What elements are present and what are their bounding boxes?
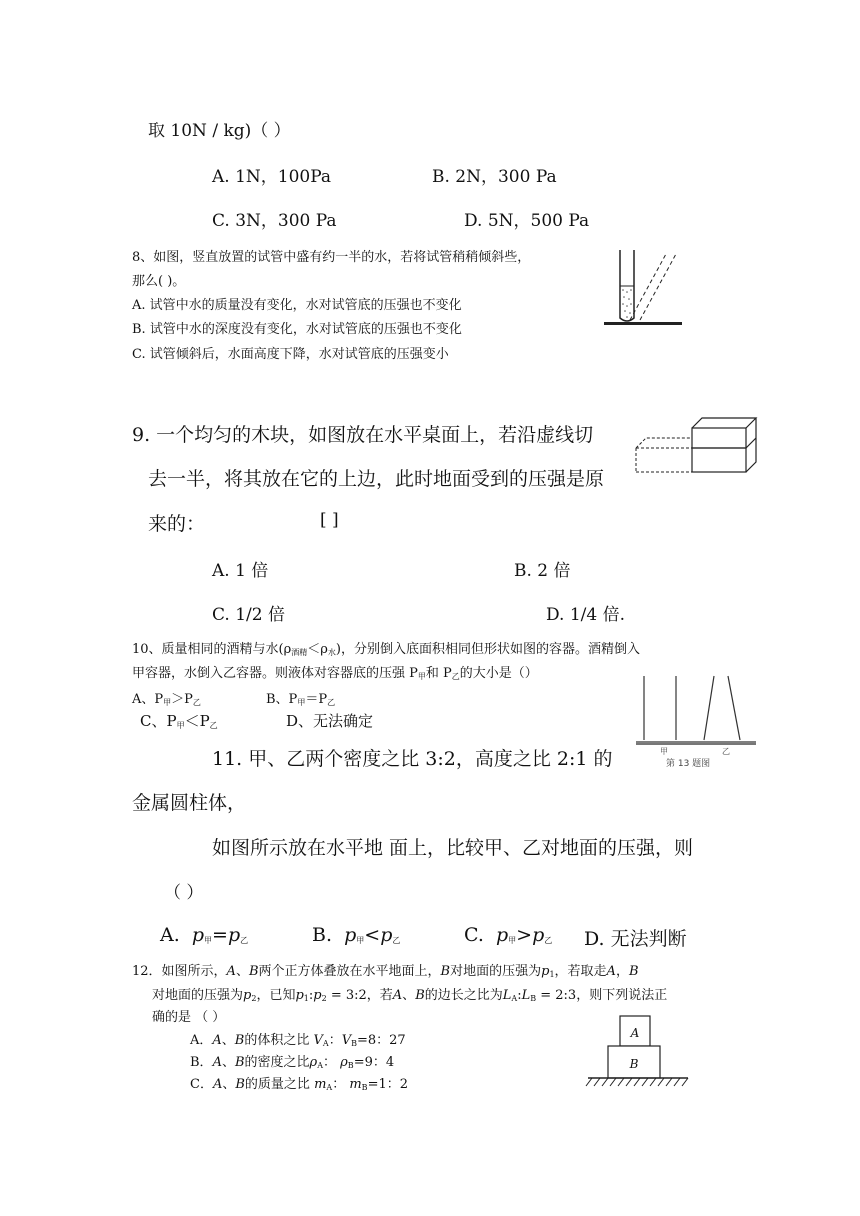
q10-stem-line1: 10、质量相同的酒精与水$(\rho_{酒精}<\rho_水)$，分别倒入底面积相同但形状如图的容器。酒精倒入 <box>132 642 640 657</box>
q11-stem-line2: 金属圆柱体， <box>132 792 247 814</box>
q7-option-b: B. 2N，300 Pa <box>432 167 557 187</box>
q11-stem-line3: 如图所示放在水平地 面上，比较甲、乙对地面的压强，则 <box>212 837 694 859</box>
q10-option-d: D、无法确定 <box>286 712 374 730</box>
q11-option-a: A. $p_甲=p_乙$ <box>160 924 249 946</box>
q9-option-d: D. 1/4 倍. <box>546 605 625 625</box>
q10-option-b: B、$P_甲=P_乙$ <box>266 692 336 707</box>
q7-option-c: C. 3N，300 Pa <box>212 211 337 231</box>
q12-stem-line1: 12．如图所示，A、B两个正方体叠放在水平地面上，B对地面的压强为$p_1$，若取走A，B <box>132 964 639 979</box>
q8-stem-line1: 8、如图，竖直放置的试管中盛有约一半的水，若将试管稍稍倾斜些， <box>132 250 531 265</box>
q12-option-b: B．A、B的密度之比$\rho_A$： $\rho_B=9$：4 <box>190 1055 395 1070</box>
q11-option-b: B. $p_甲<p_乙$ <box>312 924 401 946</box>
q10-option-a: A、$P_甲>P_乙$ <box>132 692 201 707</box>
q8-option-b: B. 试管中水的深度没有变化，水对试管底的压强也不变化 <box>132 322 462 337</box>
q9-option-a: A. 1 倍 <box>212 561 269 581</box>
q8-stem-line2: 那么( )。 <box>132 274 186 289</box>
cube-b-label: B <box>629 1057 639 1071</box>
q10-stem-line2: 甲容器，水倒入乙容器。则液体对容器底的压强 $P_甲$和 $P_乙$的大小是（） <box>132 666 538 681</box>
q11-option-c: C. $p_甲>p_乙$ <box>464 924 553 946</box>
q7-option-d: D. 5N，500 Pa <box>464 211 590 231</box>
q10-option-c: C、$P_甲<P_乙$ <box>140 712 218 730</box>
wood-block-figure <box>634 414 758 480</box>
q12-stem-line3: 确的是 （ ） <box>152 1010 226 1025</box>
fig-label-yi: 乙 <box>722 747 730 756</box>
containers-figure <box>630 668 760 770</box>
q8-option-a: A. 试管中水的质量没有变化，水对试管底的压强也不变化 <box>132 298 462 313</box>
fig-caption: 第 13 题图 <box>666 759 711 769</box>
q8-option-c: C. 试管倾斜后，水面高度下降，水对试管底的压强变小 <box>132 347 449 362</box>
fig-label-jia: 甲 <box>660 747 668 756</box>
stacked-cubes-figure <box>584 1012 694 1094</box>
q9-answer-bracket: [ ] <box>320 510 339 530</box>
q9-option-c: C. 1/2 倍 <box>212 605 285 625</box>
q7-option-a: A. 1N，100Pa <box>212 167 332 187</box>
q11-stem-line1: 11. 甲、乙两个密度之比 3:2，高度之比 2:1 的 <box>212 748 613 770</box>
q9-stem-line3: 来的： <box>148 513 206 535</box>
q12-option-c: C．A、B的质量之比 $m_A$： $m_B=1$：2 <box>190 1077 408 1092</box>
q9-stem-line1: 9. 一个均匀的木块，如图放在水平桌面上，若沿虚线切 <box>132 424 594 446</box>
q9-option-b: B. 2 倍 <box>514 561 571 581</box>
test-tube-figure <box>600 244 684 330</box>
q11-option-d: D. 无法判断 <box>584 928 687 950</box>
q12-option-a: A．A、B的体积之比 $V_A$：$V_B=8$：27 <box>190 1033 406 1048</box>
cube-a-label: A <box>630 1026 640 1040</box>
q11-answer-bracket: （ ） <box>164 883 204 903</box>
q9-stem-line2: 去一半，将其放在它的上边，此时地面受到的压强是原 <box>148 468 605 490</box>
q12-stem-line2: 对地面的压强为$p_2$，已知$p_1:p_2$ = 3:2，若A、B的边长之比为$L_A:L_B$ = 2:3，则下列说法正 <box>152 988 668 1003</box>
q7-tail: 取 10N / kg)（ ） <box>148 121 291 141</box>
